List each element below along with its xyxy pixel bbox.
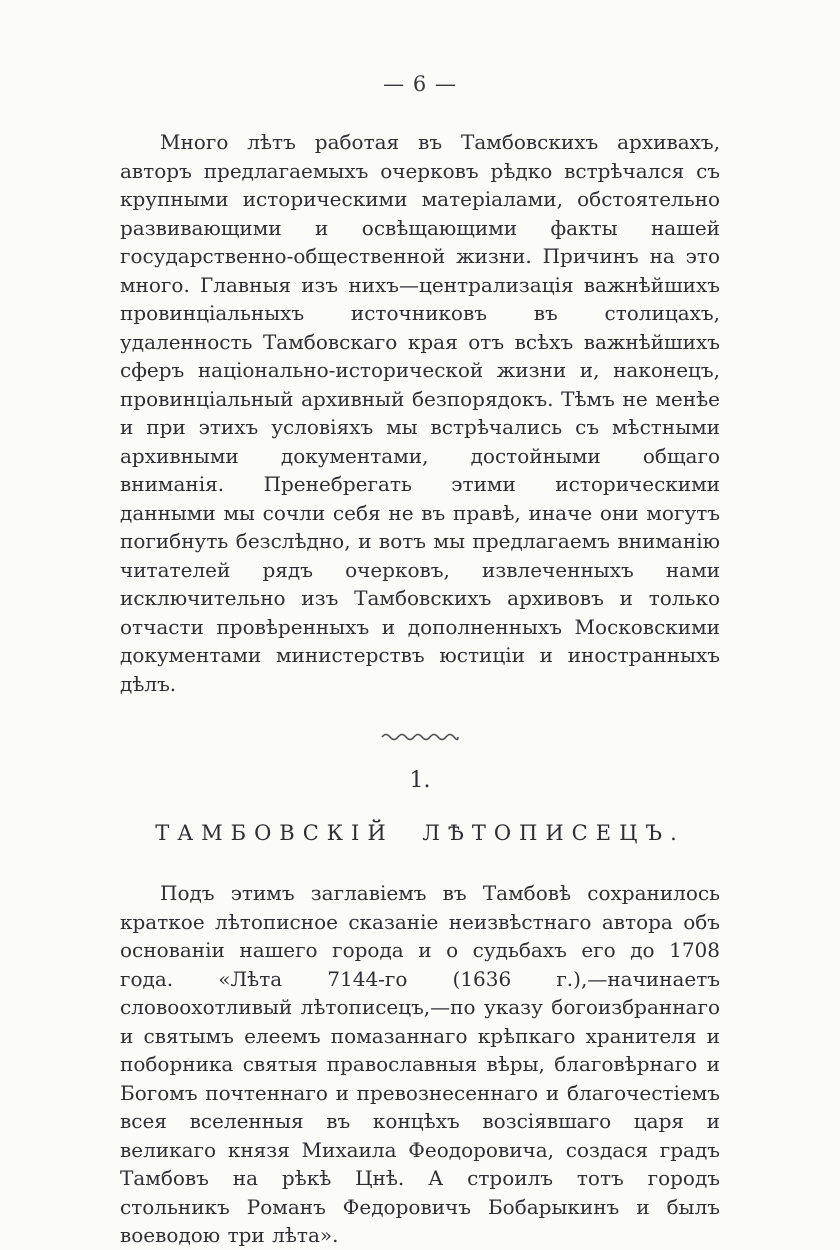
section-title: ТАМБОВСКІЙ ЛѢТОПИСЕЦЪ. <box>155 821 685 845</box>
section-divider <box>120 728 720 742</box>
wavy-divider-icon <box>380 731 460 743</box>
intro-paragraph: Много лѣтъ работая въ Тамбовскихъ архивахъ, авторъ предлагаемыхъ очерковъ рѣдко встрѣчался съ крупными историческими матеріалами, обстоятельно развивающими и освѣщающими факты нашей государственно-общественной жизни. Причинъ на это много. Главныя изъ нихъ—централизація важнѣйшихъ провинціальныхъ источниковъ въ столицахъ, удаленность Тамбовскаго края отъ всѣхъ важнѣйшихъ сферъ національно-исторической жизни и, наконецъ, провинціальный архивный безпорядокъ. Тѣмъ не менѣе и при этихъ условіяхъ мы встрѣчались съ мѣстными архивными документами, достойными общаго вниманія. Пренебрегать этими историческими данными мы сочли себя не въ правѣ, иначе они могутъ погибнуть безслѣдно, и вотъ мы предлагаемъ вниманію читателей рядъ очерковъ, извлеченныхъ нами исключительно изъ Тамбовскихъ архивовъ и только отчасти провѣренныхъ и дополненныхъ Московскими документами министерствъ юстиціи и иностранныхъ дѣлъ. <box>120 130 720 696</box>
section-number: 1. <box>409 768 431 793</box>
page-number: — 6 — <box>383 72 457 96</box>
book-page <box>120 72 720 1250</box>
section-paragraph: Подъ этимъ заглавіемъ въ Тамбовѣ сохранилось краткое лѣтописное сказаніе неизвѣстнаго автора объ основаніи нашего города и о судьбахъ его до 1708 года. «Лѣта 7144-го (1636 г.),—начинаетъ словоохотливый лѣтописецъ,—по указу богоизбраннаго и святымъ елеемъ помазаннаго крѣпкаго хранителя и поборника святыя православныя вѣры, благовѣрнаго и Богомъ почтеннаго и превознесеннаго и благочестіемъ всея вселенныя въ концѣхъ возсіявшаго царя и великаго князя Михаила Феодоровича, создася градъ Тамбовъ на рѣкѣ Цнѣ. А строилъ тотъ городъ стольникъ Романъ Федоровичъ Бобарыкинъ и былъ воеводою три лѣта». <box>120 881 720 1247</box>
